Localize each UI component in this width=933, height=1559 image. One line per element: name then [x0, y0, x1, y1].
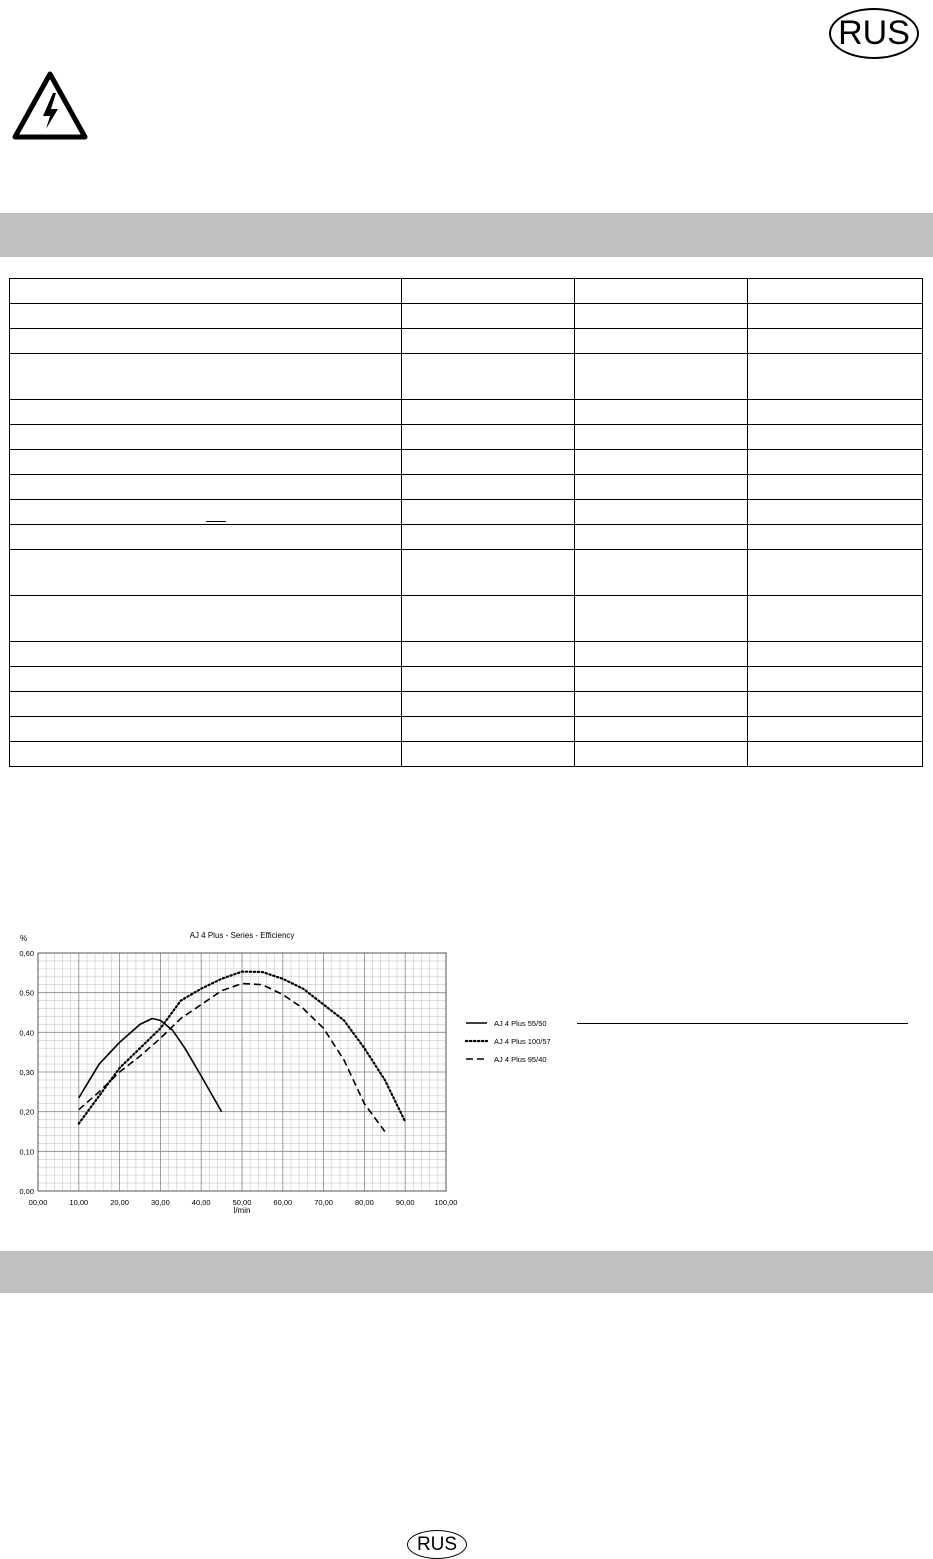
spec-cell — [402, 450, 575, 475]
spec-cell — [10, 742, 402, 767]
spec-cell — [748, 475, 923, 500]
spec-cell — [10, 596, 402, 642]
x-tick-label: 50,00 — [232, 1198, 252, 1207]
spec-cell — [748, 692, 923, 717]
spec-cell — [748, 525, 923, 550]
spec-cell — [10, 475, 402, 500]
spec-cell — [10, 525, 402, 550]
spec-cell — [575, 425, 748, 450]
spec-cell — [575, 450, 748, 475]
spec-cell — [575, 742, 748, 767]
spec-cell — [748, 304, 923, 329]
spec-row — [10, 425, 923, 450]
x-tick-label: 100,00 — [434, 1198, 458, 1207]
spec-cell — [402, 354, 575, 400]
spec-cell — [10, 717, 402, 742]
spec-row — [10, 329, 923, 354]
spec-cell — [575, 642, 748, 667]
spec-cell — [575, 304, 748, 329]
spec-cell — [402, 692, 575, 717]
language-badge-top — [829, 8, 919, 59]
spec-row — [10, 354, 923, 400]
spec-cell — [402, 667, 575, 692]
spec-row — [10, 642, 923, 667]
high-voltage-warning-icon — [12, 71, 88, 141]
specification-table — [9, 278, 923, 767]
x-tick-label: 60,00 — [273, 1198, 293, 1207]
legend-label-2: AJ 4 Plus 100/57 — [494, 1037, 551, 1046]
spec-cell — [10, 354, 402, 400]
spec-cell — [575, 717, 748, 742]
spec-cell — [10, 425, 402, 450]
chart-title: AJ 4 Plus - Series - Efficiency — [189, 931, 295, 940]
x-tick-label: 10,00 — [69, 1198, 89, 1207]
spec-row — [10, 717, 923, 742]
x-tick-label: 80,00 — [355, 1198, 374, 1207]
legend-label-1: AJ 4 Plus 55/50 — [494, 1019, 547, 1028]
spec-cell — [575, 525, 748, 550]
spec-cell — [575, 596, 748, 642]
language-badge-bottom — [407, 1530, 467, 1559]
y-tick-label: 0,40 — [19, 1028, 34, 1038]
spec-cell — [10, 642, 402, 667]
language-badge-bottom-label: RUS — [416, 1533, 458, 1555]
spec-cell — [748, 279, 923, 304]
x-tick-label: 30,00 — [151, 1198, 170, 1207]
spec-cell — [402, 550, 575, 596]
spec-row — [10, 525, 923, 550]
spec-cell — [748, 550, 923, 596]
spec-cell — [575, 500, 748, 525]
y-tick-label: 0,20 — [19, 1107, 34, 1117]
spec-cell — [10, 400, 402, 425]
y-tick-label: 0.50 — [19, 988, 34, 998]
spec-row — [10, 667, 923, 692]
spec-cell — [575, 279, 748, 304]
spec-cell — [748, 667, 923, 692]
spec-row — [10, 304, 923, 329]
spec-cell — [748, 354, 923, 400]
spec-cell — [402, 400, 575, 425]
spec-cell — [10, 667, 402, 692]
spec-cell — [575, 329, 748, 354]
efficiency-chart — [10, 925, 610, 1220]
spec-cell — [575, 667, 748, 692]
spec-row — [10, 692, 923, 717]
spec-row — [10, 400, 923, 425]
spec-cell — [402, 329, 575, 354]
spec-cell — [402, 642, 575, 667]
x-tick-label: 20,00 — [110, 1198, 129, 1207]
spec-cell — [575, 475, 748, 500]
y-tick-label: 0,00 — [19, 1187, 34, 1196]
language-badge-top-label: RUS — [838, 14, 910, 52]
x-tick-label: 40,00 — [191, 1198, 211, 1207]
spec-row — [10, 500, 923, 525]
spec-row — [10, 450, 923, 475]
y-axis-label: % — [20, 934, 28, 943]
spec-cell — [10, 304, 402, 329]
spec-cell — [10, 692, 402, 717]
spec-cell — [748, 425, 923, 450]
y-tick-label: 0,10 — [19, 1147, 34, 1157]
spec-cell — [10, 550, 402, 596]
spec-row — [10, 742, 923, 767]
spec-row — [10, 279, 923, 304]
x-tick-label: 00,00 — [28, 1198, 48, 1207]
spec-row — [10, 475, 923, 500]
spec-cell — [748, 450, 923, 475]
spec-cell — [402, 304, 575, 329]
spec-cell — [10, 450, 402, 475]
x-tick-label: 70,00 — [314, 1198, 333, 1207]
spec-cell — [748, 596, 923, 642]
spec-cell — [402, 279, 575, 304]
spec-cell — [402, 717, 575, 742]
y-tick-label: 0,30 — [19, 1068, 34, 1077]
spec-cell — [402, 500, 575, 525]
series-line-3 — [79, 984, 385, 1132]
spec-cell — [748, 329, 923, 354]
spec-cell — [748, 500, 923, 525]
spec-cell — [575, 400, 748, 425]
signature-line — [577, 1023, 908, 1024]
spec-cell — [10, 329, 402, 354]
x-axis-label: l/min — [233, 1206, 251, 1215]
spec-cell — [748, 642, 923, 667]
spec-cell — [575, 692, 748, 717]
spec-cell — [748, 717, 923, 742]
legend-label-3: AJ 4 Plus 95/40 — [494, 1055, 547, 1064]
spec-cell — [402, 525, 575, 550]
spec-cell — [575, 550, 748, 596]
x-tick-label: 90,00 — [395, 1198, 415, 1207]
spec-cell — [748, 400, 923, 425]
underline-mark — [206, 521, 226, 522]
spec-cell — [402, 425, 575, 450]
spec-row — [10, 550, 923, 596]
spec-cell — [10, 279, 402, 304]
spec-cell — [402, 742, 575, 767]
spec-cell — [575, 354, 748, 400]
y-tick-label: 0,60 — [19, 949, 34, 958]
section-header-band-specs — [0, 213, 933, 257]
spec-cell — [402, 475, 575, 500]
spec-cell — [402, 596, 575, 642]
spec-row — [10, 596, 923, 642]
spec-cell — [748, 742, 923, 767]
section-header-band-2 — [0, 1251, 933, 1293]
